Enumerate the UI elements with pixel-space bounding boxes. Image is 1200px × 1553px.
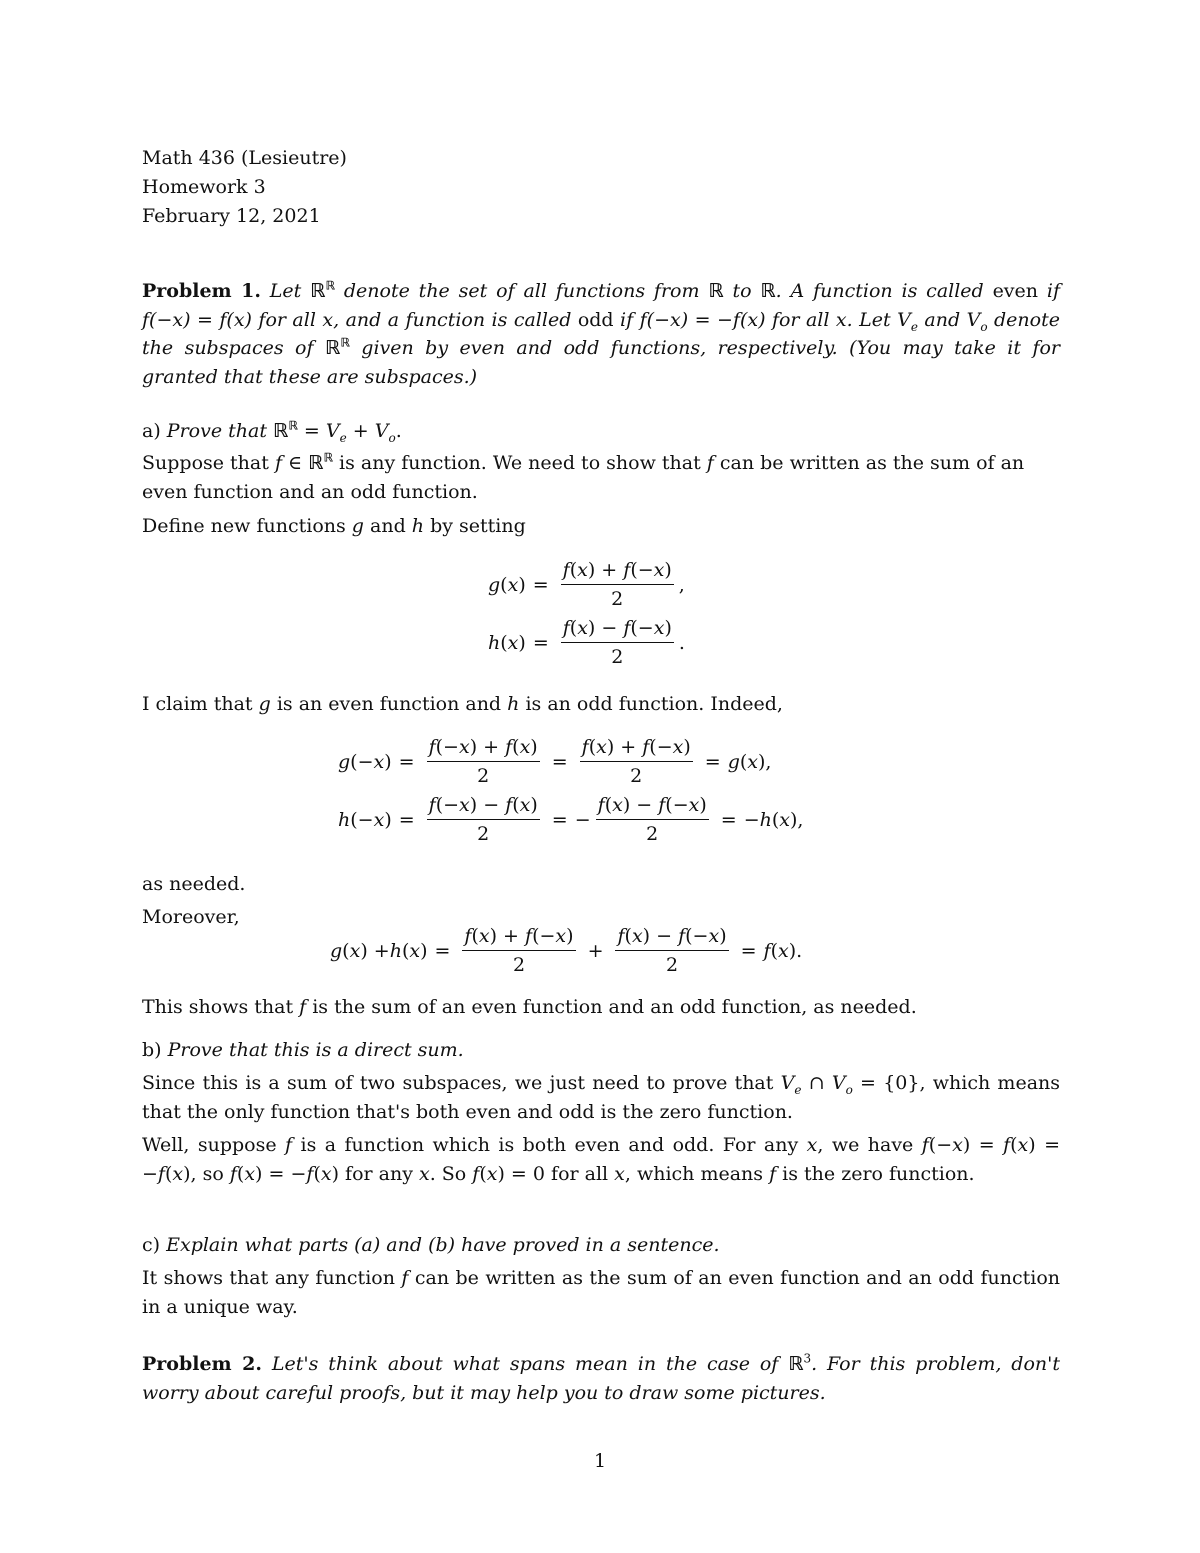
part-b-paragraph-1: Since this is a sum of two subspaces, we just need to prove that $V_e$ ∩ $V_o = \{0\}$, which means that the only function that's both even and odd is the zero function. — [142, 1072, 1061, 1123]
part-a-prompt: a) Prove that ℝ$^ℝ$ = $V_e + V_o$. — [142, 418, 402, 445]
part-a-as-needed: as needed. Moreover, — [142, 873, 246, 928]
part-a-solution-intro: Suppose that f ∈ ℝ$^ℝ$ is any function. We need to show that f can be written as the sum of an even function and an odd function. — [142, 450, 1025, 503]
equation-g-even: g (− x ) = $\frac{f(-x) + f(x)}{2}$ = $\frac{f(x) + f(-x)}{2}$ = g ( x ), — [338, 736, 772, 787]
part-a-claim: I claim that g is an even function and h is an odd function. Indeed, — [142, 693, 783, 715]
part-c-prompt: c) Explain what parts (a) and (b) have proved in a sentence. — [142, 1234, 720, 1256]
problem-1-text: Let ℝ$^ℝ$ denote the set of all functions from ℝ to ℝ. A function is called even if f(−x) = f(x) for all x, and a function is called odd if f(−x) = −f(x) for all x. Let $V_e$ and $V_o$ denote the subspaces of ℝ$^ℝ$ given by even and odd functions, respectively. (You may take it for granted that these are subspaces.) — [142, 278, 1061, 388]
course-title: Math 436 (Lesieutre) — [142, 147, 347, 169]
problem-2-statement: Problem 2. Let's think about what spans mean in the case of ℝ$^3$. For this problem, don't worry about careful proofs, but it may help you to draw some pictures. — [142, 1351, 1061, 1404]
part-b-paragraph-2: Well, suppose f is a function which is both even and odd. For any x, we have f(−x) = f(x) = −f(x), so f(x) = −f(x) for any x. So f(x) = 0 for all x, which means f is the zero function. — [142, 1134, 1061, 1185]
part-b-label: b) — [142, 1039, 162, 1061]
equation-h-odd: h (− x ) = $\frac{f(-x) - f(x)}{2}$ = − $\frac{f(x) - f(-x)}{2}$ = − h ( x ), — [338, 794, 804, 845]
document-header — [142, 144, 1060, 231]
page-number: 1 — [593, 1450, 607, 1472]
equation-h-def: h ( x ) = $\frac{f(x) - f(-x)}{2}$ . — [488, 617, 685, 668]
problem-2-label: Problem 2. — [142, 1353, 262, 1375]
part-a-conclusion: This shows that f is the sum of an even function and an odd function, as needed. — [142, 996, 917, 1018]
assignment-title: Homework 3 — [142, 176, 266, 198]
part-a-label: a) — [142, 420, 161, 442]
problem-1-label: Problem 1. — [142, 280, 261, 302]
part-c-label: c) — [142, 1234, 161, 1256]
part-c-answer: It shows that any function f can be written as the sum of an even function and an odd function in a unique way. — [142, 1267, 1060, 1318]
assignment-date: February 12, 2021 — [142, 205, 321, 227]
part-a-define: Define new functions g and h by setting — [142, 515, 526, 537]
part-b-prompt: b) Prove that this is a direct sum. — [142, 1039, 464, 1061]
equation-sum: g ( x ) + h ( x ) = $\frac{f(x) + f(-x)}{2}$ + $\frac{f(x) - f(-x)}{2}$ = f ( x ). — [330, 925, 803, 976]
problem-1-statement — [142, 277, 1060, 391]
equation-g-def: g ( x ) = $\frac{f(x) + f(-x)}{2}$ , — [488, 559, 685, 610]
